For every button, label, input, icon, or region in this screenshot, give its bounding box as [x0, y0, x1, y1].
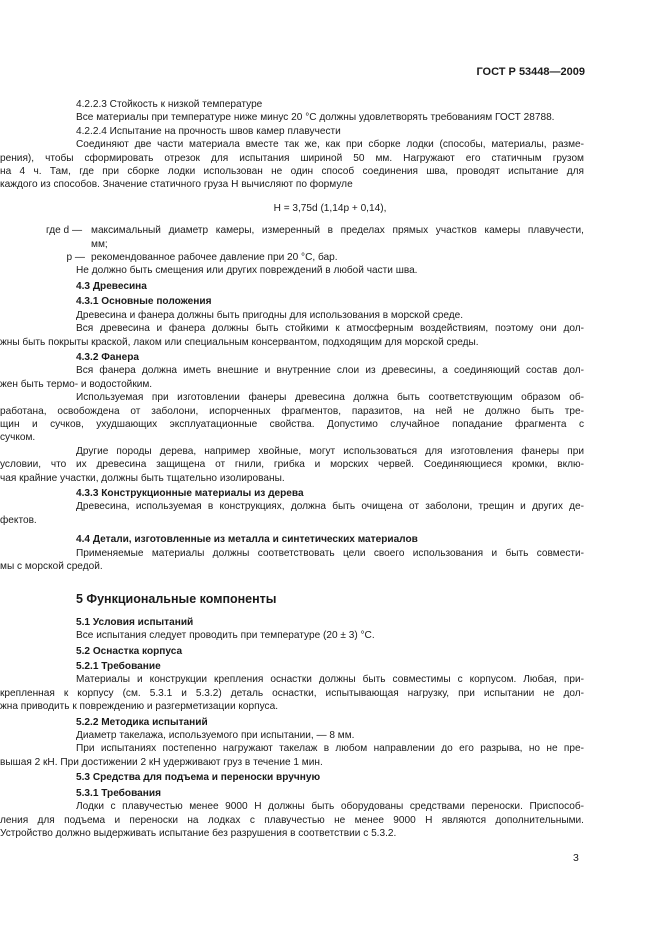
paragraph: [0, 445, 584, 485]
text-line: фектов.: [0, 514, 37, 526]
formula-variable-definition: [0, 251, 584, 264]
chapter-heading: [76, 593, 584, 606]
text-line: мм;: [91, 238, 108, 250]
formula: [76, 202, 584, 215]
text-line: Все материалы при температуре ниже минус 20 °С должны удовлетворять требованиям ГОСТ 28788.: [76, 112, 555, 124]
paragraph: [0, 322, 584, 349]
text-line: 5.3 Средства для подъема и переноски вручную: [76, 772, 321, 784]
section-heading: [76, 716, 584, 729]
text-line: на 4 ч. Там, где при сборке лодки использован не один способ соединения шва, проводят испытание для: [0, 166, 584, 178]
text-line: максимальный диаметр камеры, измеренный в пределах прямых участков камеры плавучести,: [91, 225, 584, 237]
text-line: Применяемые материалы должны соответствовать цели своего использования и быть совмести-: [76, 547, 584, 559]
paragraph: [0, 500, 584, 527]
text-line: [76, 264, 584, 277]
paragraph: [0, 547, 584, 574]
text-line: Диаметр такелажа, используемого при испытании, — 8 мм.: [76, 730, 355, 742]
paragraph: [0, 391, 584, 445]
page-body: [0, 98, 584, 840]
text-line: рения), чтобы сформировать отрезок для испытания шириной 50 мм. Нагружают его статичным грузом: [0, 152, 584, 164]
text-line: Вся древесина и фанера должны быть стойкими к атмосферным воздействиям, поэтому они дол-: [76, 323, 584, 335]
text-line: [76, 629, 584, 642]
text-line: [76, 309, 584, 322]
text-line: условии, что их древесина защищена от гнили, грибка и морских червей. Соединяющиеся кромки, вклю-: [0, 459, 584, 471]
text-line: вышая 2 кН. При достижении 2 кН удерживают груз в течение 1 мин.: [0, 756, 323, 768]
text-line: жна приводить к повреждению и разгерметизации корпуса.: [0, 701, 279, 713]
text-line: Соединяют две части материала вместе так же, как при сборке лодки (способы, материалы, разме-: [76, 139, 584, 151]
section-heading: [76, 787, 584, 800]
text-line: рекомендованное рабочее давление при 20 °С, бар.: [91, 252, 338, 264]
text-line: [76, 729, 584, 742]
section-heading: [76, 771, 584, 784]
section-heading: [76, 280, 584, 293]
text-line: 5 Функциональные компоненты: [76, 592, 277, 607]
variable-label: p —: [66, 252, 85, 264]
text-line: Устройство должно выдерживать испытание без разрушения в соответствии с 5.3.2.: [0, 827, 397, 839]
paragraph: [0, 364, 584, 391]
text-line: 5.3.1 Требования: [76, 787, 161, 799]
paragraph: [0, 800, 584, 840]
text-line: 5.2.1 Требование: [76, 661, 161, 673]
text-line: 5.2.2 Методика испытаний: [76, 716, 208, 728]
section-heading: [76, 660, 584, 673]
page-number: 3: [573, 852, 579, 864]
text-line: Все испытания следует проводить при температуре (20 ± 3) °С.: [76, 630, 375, 642]
formula-variable-definition: [0, 224, 584, 251]
text-line: Древесина и фанера должны быть пригодны для использования в морской среде.: [76, 309, 464, 321]
paragraph: [0, 742, 584, 769]
text-line: 4.2.2.3 Стойкость к низкой температуре: [76, 99, 263, 110]
text-line: чая крайние участки, должны быть тщательно изолированы.: [0, 472, 285, 484]
document-header: ГОСТ Р 53448—2009: [476, 66, 585, 78]
text-line: сучком.: [0, 432, 36, 444]
text-line: жен быть термо- и водостойким.: [0, 378, 153, 390]
section-heading: [76, 295, 584, 308]
text-line: 4.3.1 Основные положения: [76, 296, 212, 308]
text-line: Лодки с плавучестью менее 9000 Н должны быть оборудованы средствами переноски. Приспособ-: [76, 801, 584, 813]
text-line: Материалы и конструкции крепления оснастки должны быть совместимы с корпусом. Любая, при-: [76, 674, 584, 686]
text-line: Древесина, используемая в конструкциях, должна быть очищена от заболони, трещин и других де-: [76, 501, 584, 513]
text-line: жны быть покрыты краской, лаком или специальным консервантом, подходящим для морской среды.: [0, 336, 479, 348]
section-heading: [76, 487, 584, 500]
text-line: Используемая при изготовлении фанеры древесина должна быть соответствующим образом об-: [76, 392, 584, 404]
section-heading: [76, 616, 584, 629]
text-line: щин и сучков, ухудшающих эксплуатационные свойства. Допустимо случайное попадание фрагмента с: [0, 418, 584, 430]
text-line: Другие породы дерева, например хвойные, могут использоваться для изготовления фанеры при: [76, 445, 584, 457]
text-line: 4.3 Древесина: [76, 280, 147, 292]
text-line: [76, 98, 584, 111]
variable-label: где d —: [46, 225, 83, 237]
text-line: При испытаниях постепенно нагружают такелаж в любом направлении до его разрыва, но не пре-: [76, 743, 584, 755]
paragraph: [0, 673, 584, 713]
section-heading: [76, 645, 584, 658]
text-line: 5.2 Оснастка корпуса: [76, 645, 183, 657]
text-line: [76, 111, 584, 124]
text-line: Вся фанера должна иметь внешние и внутренние слои из древесины, а соединяющий состав дол-: [76, 365, 584, 377]
text-line: 5.1 Условия испытаний: [76, 616, 194, 628]
text-line: [76, 125, 584, 138]
text-line: работана, освобождена от заболони, испорченных фрагментов, паразитов, на ней не должно быть тре-: [0, 405, 584, 417]
text-line: каждого из способов. Значение статичного груза H вычисляют по формуле: [0, 179, 353, 191]
text-line: 4.2.2.4 Испытание на прочность швов камер плавучести: [76, 125, 341, 137]
text-line: 4.3.3 Конструкционные материалы из дерева: [76, 487, 304, 499]
text-line: мы с морской средой.: [0, 561, 103, 572]
section-heading: [76, 533, 584, 546]
text-line: 4.4 Детали, изготовленные из металла и синтетических материалов: [76, 534, 418, 546]
text-line: крепленная к корпусу (см. 5.3.1 и 5.3.2) деталь оснастки, испытывающая нагрузку, при испытании не дол-: [0, 687, 584, 699]
section-heading: [76, 351, 584, 364]
text-line: Не должно быть смещения или других повреждений в любой части шва.: [76, 265, 418, 277]
paragraph: [0, 138, 584, 192]
text-line: 4.3.2 Фанера: [76, 351, 139, 363]
formula-text: H = 3,75d (1,14p + 0,14),: [273, 202, 387, 214]
text-line: ления для подъема и переноски на лодках с плавучестью не менее 9000 Н являются дополнительными.: [0, 814, 584, 826]
